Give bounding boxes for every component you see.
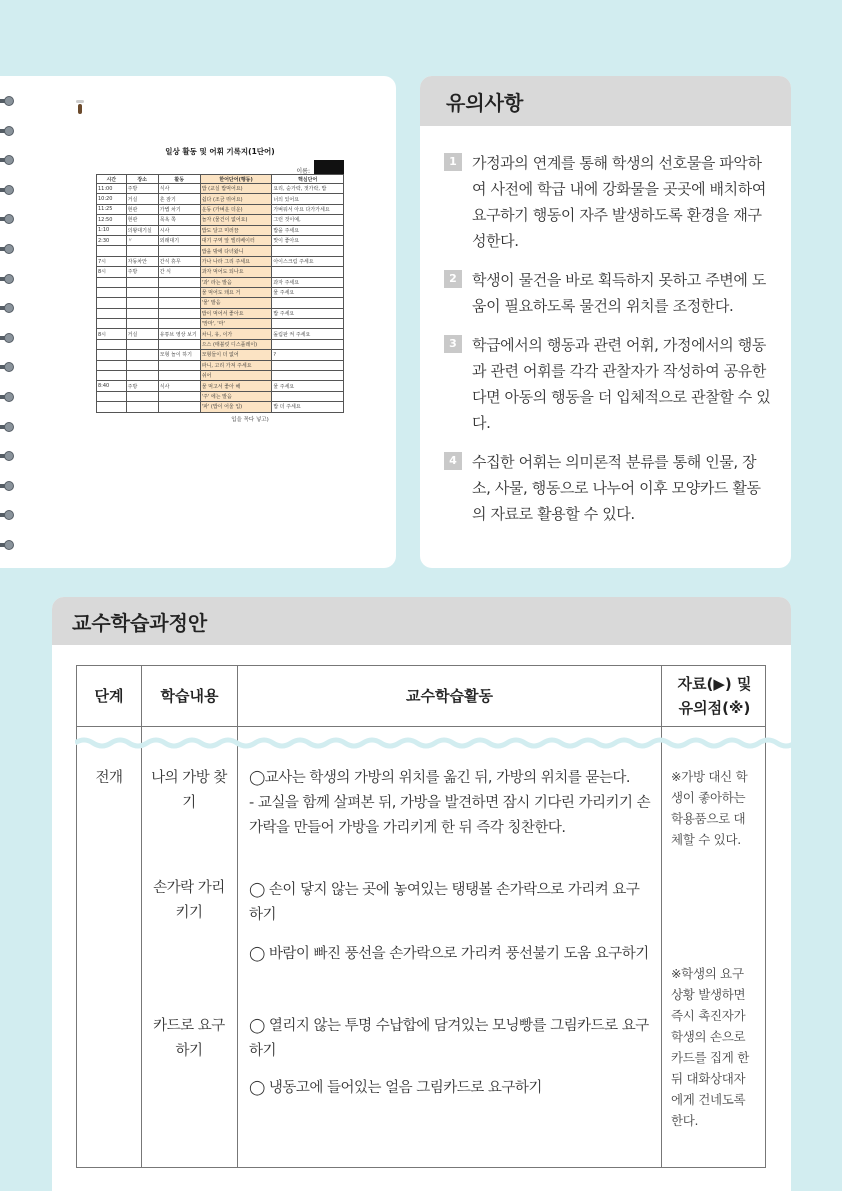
record-row — [97, 194, 344, 204]
record-cell — [97, 287, 127, 297]
record-row — [97, 371, 344, 381]
record-cell — [126, 350, 158, 360]
pin-icon — [78, 104, 82, 114]
spiral-ring-icon — [0, 185, 18, 195]
number-badge: 4 — [444, 452, 462, 470]
record-cell: 모형 놀이 하기 — [158, 350, 200, 360]
record-cell: 시사 — [158, 225, 200, 235]
spiral-ring-icon — [0, 244, 18, 254]
activity-2a: ◯ 손이 닿지 않는 곳에 놓여있는 탱탱볼 손가락으로 가리켜 요구하기 — [249, 882, 640, 923]
record-cell — [272, 360, 344, 370]
spiral-ring-icon — [0, 126, 18, 136]
record-cell: 대기 구역 앞 엘리베이터 — [200, 235, 272, 245]
record-cell: 밥을 밖에 다녀왔니 — [200, 246, 272, 256]
content-card-request: 카드로 요구하기 — [153, 1018, 225, 1059]
record-cell: 7시 — [97, 256, 127, 266]
record-cell: 주방 — [126, 267, 158, 277]
header-divider — [77, 726, 765, 727]
record-cell: 가볍 차기 — [158, 204, 200, 214]
record-cell: 물 먹어도 돼요 거 — [200, 287, 272, 297]
record-cell: 의왕대기실 — [126, 225, 158, 235]
record-cell — [158, 308, 200, 318]
caution-text: 학급에서의 행동과 관련 어휘, 가정에서의 행동과 관련 어휘를 각각 관찰자가 작성하여 공유한다면 아동의 행동을 더 입체적으로 관찰할 수 있다. — [472, 336, 771, 432]
header-activity: 교수학습활동 — [406, 687, 493, 705]
record-cell: 밥 (교실 밥먹어요) — [200, 184, 272, 194]
record-cell — [97, 308, 127, 318]
record-footer-note: 입을 꼭다 넣고) — [231, 416, 269, 423]
record-cell: 돌림판 켜 주세요 — [272, 329, 344, 339]
record-cell — [272, 371, 344, 381]
record-cell: 간 식 — [158, 267, 200, 277]
record-row — [97, 225, 344, 235]
record-cell — [272, 246, 344, 256]
record-cell: 가벼워서 아요 다가가세요 — [272, 204, 344, 214]
header-material-line2: 유의점(※) — [678, 699, 751, 717]
record-cell — [126, 287, 158, 297]
record-cell: 현관 — [126, 215, 158, 225]
record-cell — [97, 360, 127, 370]
record-cell: 놀자 (물건이 없어요) — [200, 215, 272, 225]
record-cell: 밥이 먹어서 좋아요 — [200, 308, 272, 318]
record-row — [97, 319, 344, 329]
caution-item — [444, 150, 771, 254]
record-row — [97, 339, 344, 349]
record-row — [97, 267, 344, 277]
record-cell — [126, 319, 158, 329]
record-row — [97, 246, 344, 256]
record-row — [97, 381, 344, 391]
record-cell: 유튜브 영상 보기 — [158, 329, 200, 339]
spiral-ring-icon — [0, 96, 18, 106]
content-finger-point: 손가락 가리키기 — [153, 880, 225, 921]
wave-divider — [75, 736, 791, 750]
notebook-card — [0, 76, 396, 568]
number-badge: 3 — [444, 335, 462, 353]
spiral-ring-icon — [0, 481, 18, 491]
spiral-ring-icon — [0, 333, 18, 343]
record-cell — [158, 246, 200, 256]
record-cell — [97, 350, 127, 360]
record-cell — [126, 371, 158, 381]
record-cell — [272, 267, 344, 277]
ring-hole — [4, 333, 14, 343]
record-row — [97, 308, 344, 318]
record-cell: 2:30 — [97, 235, 127, 245]
record-cell — [158, 298, 200, 308]
record-cell: 11:00 — [97, 184, 127, 194]
record-row — [97, 287, 344, 297]
record-cell — [158, 371, 200, 381]
record-cell — [126, 246, 158, 256]
caution-text: 학생이 물건을 바로 획득하지 못하고 주변에 도움이 필요하도록 물건의 위치를 조정한다. — [472, 271, 766, 315]
record-cell — [158, 391, 200, 401]
record-cell — [97, 319, 127, 329]
spiral-ring-icon — [0, 214, 18, 224]
record-cell: 너의 있어요 — [272, 194, 344, 204]
record-cell: 식사 — [158, 381, 200, 391]
caution-item — [444, 332, 771, 436]
record-cell: '맘마', '마' — [200, 319, 272, 329]
record-cell: 외래대기 — [158, 235, 200, 245]
ring-hole — [4, 362, 14, 372]
header-content: 학습내용 — [160, 687, 219, 705]
lesson-plan-card — [52, 597, 791, 1191]
record-cell: 쉽다 (조금 뛰어요) — [200, 194, 272, 204]
record-cell: 운동 (가벼운 더운) — [200, 204, 272, 214]
record-cell — [126, 402, 158, 412]
record-cell: 주방 — [126, 381, 158, 391]
record-cell — [126, 360, 158, 370]
record-cell: 요리, 숟가락, 젓가락, 밥 — [272, 184, 344, 194]
ring-hole — [4, 540, 14, 550]
record-row — [97, 235, 344, 245]
record-cell: 12:50 — [97, 215, 127, 225]
ring-hole — [4, 422, 14, 432]
record-cell — [158, 277, 200, 287]
caution-text: 가정과의 연계를 통해 학생의 선호물을 파악하여 사전에 학급 내에 강화물을 곳곳에 배치하여 요구하기 행동이 자주 발생하도록 환경을 재구성한다. — [472, 154, 766, 250]
record-header-cell: 한어단어(행동) — [200, 175, 272, 184]
spiral-ring-icon — [0, 451, 18, 461]
record-cell: 쉬어 — [200, 371, 272, 381]
record-header-cell: 장소 — [126, 175, 158, 184]
record-cell — [97, 371, 127, 381]
caution-title: 유의사항 — [446, 90, 524, 115]
record-cell: 밥도 달고 미러끔 — [200, 225, 272, 235]
activity-3a: ◯ 열리지 않는 투명 수납합에 담겨있는 모닝빵를 그림카드로 요구하기 — [249, 1018, 649, 1059]
ring-hole — [4, 155, 14, 165]
spiral-ring-icon — [0, 274, 18, 284]
record-cell: 으스 (태블릿 디스플레이) — [200, 339, 272, 349]
record-cell: 거실 — [126, 329, 158, 339]
record-cell — [158, 319, 200, 329]
record-cell — [97, 277, 127, 287]
record-cell — [126, 277, 158, 287]
record-cell: 10:20 — [97, 194, 127, 204]
record-cell: 가나 나라 그리 주세요 — [200, 256, 272, 266]
header-material — [662, 666, 767, 726]
record-cell: 차니, 유, 이가 — [200, 329, 272, 339]
record-row — [97, 204, 344, 214]
record-cell: 거실 — [126, 194, 158, 204]
record-header-cell: 활동 — [158, 175, 200, 184]
record-cell: 밥을 주세요 — [272, 225, 344, 235]
record-cell: 과자 먹어도 되나요 — [200, 267, 272, 277]
record-name-row — [96, 160, 344, 174]
ring-hole — [4, 481, 14, 491]
record-cell: 8시 — [97, 329, 127, 339]
record-cell: '파' (밥이 어울 입) — [200, 402, 272, 412]
caution-item — [444, 267, 771, 319]
record-cell — [126, 298, 158, 308]
record-cell — [158, 360, 200, 370]
record-name-label: 이름: — [296, 168, 310, 175]
record-cell: 목욕 쪽 — [158, 215, 200, 225]
spiral-ring-icon — [0, 422, 18, 432]
record-cell: 간식 휴무 — [158, 256, 200, 266]
lesson-plan-title: 교수학습과정안 — [72, 610, 208, 635]
record-cell — [126, 339, 158, 349]
record-cell: 물 주세요 — [272, 381, 344, 391]
record-cell — [97, 298, 127, 308]
pin-head-icon — [76, 100, 84, 103]
record-cell: 흔 잠기 — [158, 194, 200, 204]
record-row — [97, 256, 344, 266]
record-cell — [97, 339, 127, 349]
record-row — [97, 277, 344, 287]
header-stage: 단계 — [94, 687, 124, 705]
lesson-plan-table — [76, 665, 766, 1168]
ring-hole — [4, 274, 14, 284]
record-cell — [272, 339, 344, 349]
record-row — [97, 184, 344, 194]
record-row — [97, 329, 344, 339]
record-cell — [272, 298, 344, 308]
record-header-cell: 시간 — [97, 175, 127, 184]
record-cell: ? — [272, 350, 344, 360]
record-cell — [158, 287, 200, 297]
activity-2b: ◯ 바람이 빠진 풍선을 손가락으로 가리켜 풍선불기 도움 요구하기 — [249, 946, 649, 962]
redacted-name — [314, 160, 344, 174]
record-cell: '과' 라는 발음 — [200, 277, 272, 287]
record-cell: 모형들이 더 없어 — [200, 350, 272, 360]
record-cell: 1:10 — [97, 225, 127, 235]
record-cell: 물 먹고서 좋아 해 — [200, 381, 272, 391]
record-cell: 〃 — [126, 235, 158, 245]
record-cell: '물' 발음 — [200, 298, 272, 308]
record-cell — [126, 391, 158, 401]
record-cell: 주방 — [126, 184, 158, 194]
record-cell — [126, 308, 158, 318]
spiral-ring-icon — [0, 510, 18, 520]
record-cell — [158, 402, 200, 412]
spiral-ring-icon — [0, 392, 18, 402]
note-1: ※가방 대신 학생이 좋아하는 학용품으로 대체할 수 있다. — [671, 769, 748, 847]
record-cell: '주' 에는 발음 — [200, 391, 272, 401]
record-cell: 8시 — [97, 267, 127, 277]
ring-hole — [4, 303, 14, 313]
record-row — [97, 298, 344, 308]
record-cell: 파니, 고리 가져 주세요 — [200, 360, 272, 370]
activity-1b: - 교실을 함께 살펴본 뒤, 가방을 발견하면 잠시 기다린 가리키기 손가락을 만들어 가방을 가리키게 한 뒤 즉각 칭찬한다. — [249, 795, 651, 836]
record-cell — [97, 246, 127, 256]
activity-3b: ◯ 냉동고에 들어있는 얼음 그림카드로 요구하기 — [249, 1080, 542, 1096]
header-material-line1: 자료(▶) 및 — [677, 675, 752, 693]
note-2: ※학생의 요구 상황 발생하면 즉시 촉진자가 학생의 손으로 카드를 집게 한 뒤 대화상대자에게 건네도록 한다. — [671, 966, 749, 1128]
record-cell: 맛이 좋아요 — [272, 235, 344, 245]
record-row — [97, 402, 344, 412]
record-cell — [272, 391, 344, 401]
ring-hole — [4, 244, 14, 254]
caution-list — [420, 126, 791, 527]
record-cell: 자동차안 — [126, 256, 158, 266]
stage-label: 전개 — [95, 770, 123, 786]
record-cell — [97, 391, 127, 401]
record-header-cell: 핵심단어 — [272, 175, 344, 184]
ring-hole — [4, 96, 14, 106]
ring-hole — [4, 185, 14, 195]
spiral-ring-icon — [0, 303, 18, 313]
ring-hole — [4, 214, 14, 224]
spiral-ring-icon — [0, 540, 18, 550]
record-cell — [272, 319, 344, 329]
content-find-bag: 나의 가방 찾기 — [151, 770, 227, 811]
record-table — [96, 174, 344, 413]
record-cell: 과자 주세요 — [272, 277, 344, 287]
record-cell: 밥 주세요 — [272, 308, 344, 318]
record-cell: 식사 — [158, 184, 200, 194]
spiral-ring-icon — [0, 155, 18, 165]
record-cell — [97, 402, 127, 412]
ring-hole — [4, 392, 14, 402]
ring-hole — [4, 510, 14, 520]
record-row — [97, 360, 344, 370]
caution-text: 수집한 어휘는 의미론적 분류를 통해 인물, 장소, 사물, 행동으로 나누어 이후 모양카드 활동의 자료로 활용할 수 있다. — [472, 453, 761, 523]
record-cell: 그런 것이예, — [272, 215, 344, 225]
record-row — [97, 391, 344, 401]
record-cell: 밥 더 주세요 — [272, 402, 344, 412]
ring-hole — [4, 451, 14, 461]
spiral-ring-icon — [0, 362, 18, 372]
record-cell: 8:40 — [97, 381, 127, 391]
record-cell: 11:25 — [97, 204, 127, 214]
record-row — [97, 215, 344, 225]
record-cell: 현관 — [126, 204, 158, 214]
record-cell: 아이스크림 주세요 — [272, 256, 344, 266]
caution-item — [444, 449, 771, 527]
record-cell: 물 주세요 — [272, 287, 344, 297]
record-title: 일상 활동 및 어휘 기록지(1단어) — [165, 147, 275, 156]
caution-header — [420, 76, 791, 126]
ring-hole — [4, 126, 14, 136]
record-cell — [158, 339, 200, 349]
record-row — [97, 350, 344, 360]
number-badge: 1 — [444, 153, 462, 171]
caution-card — [420, 76, 791, 568]
activity-1a: ◯교사는 학생의 가방의 위치를 옮긴 뒤, 가방의 위치를 묻는다. — [249, 770, 630, 786]
lesson-plan-header — [52, 597, 791, 645]
record-sheet — [96, 146, 344, 423]
number-badge: 2 — [444, 270, 462, 288]
